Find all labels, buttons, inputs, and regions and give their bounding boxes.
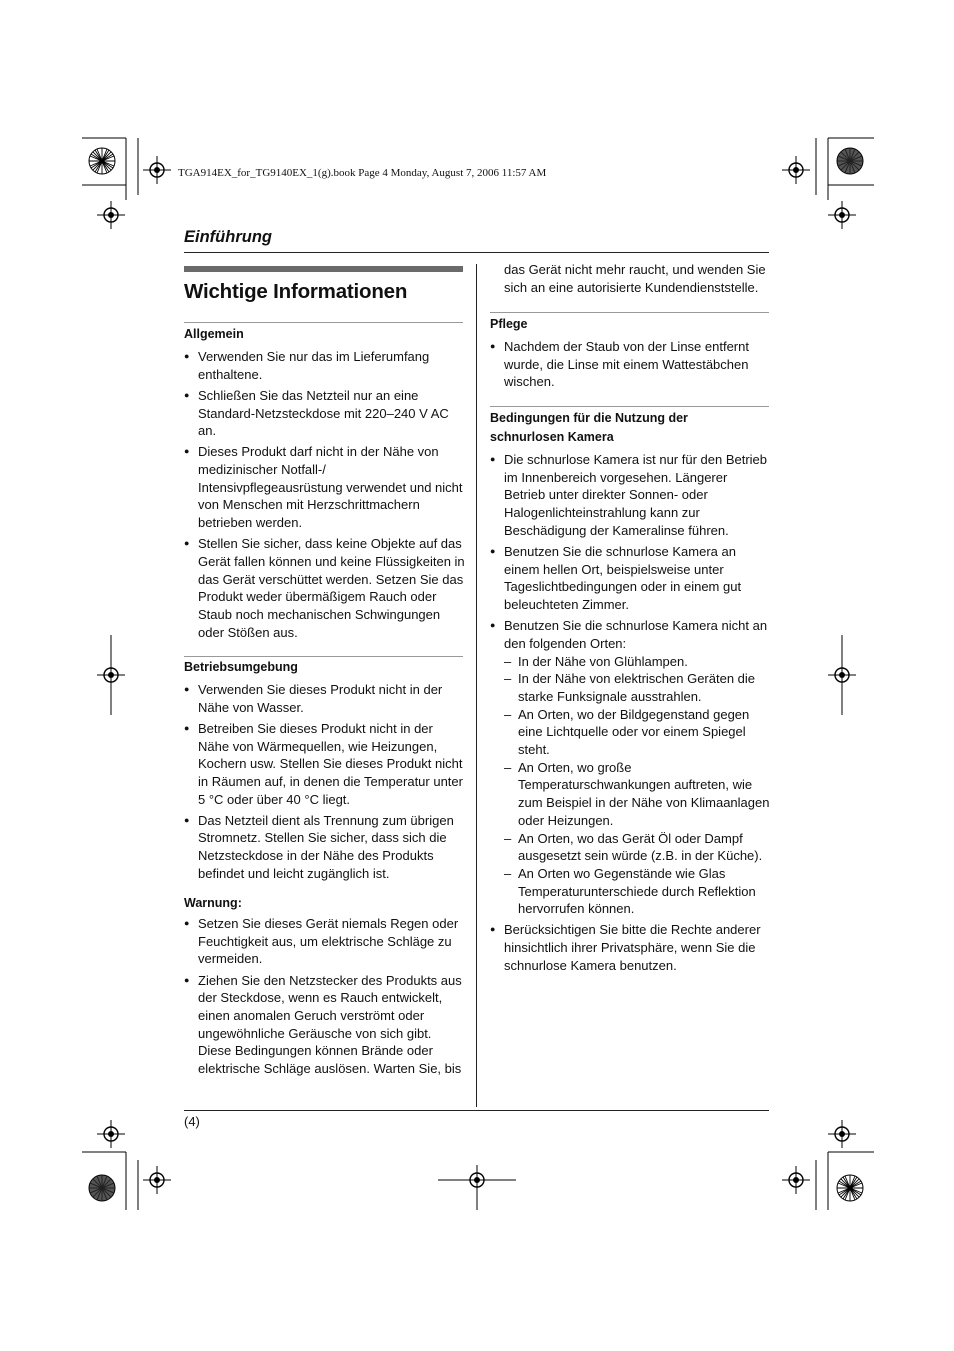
footer-rule [184,1110,769,1111]
sub-list-item: – An Orten, wo das Gerät Öl oder Dampf ausgesetzt sein würde (z.B. in der Küche). [504,830,772,865]
sub-list-item: – An Orten, wo der Bildgegenstand gegen eine Lichtquelle oder vor einem Spiegel steht. [504,706,772,759]
care-list-container [490,338,772,395]
title-bar [184,266,463,272]
header-rule [184,252,769,253]
warning-list [184,915,466,1078]
list-item: ● Betreiben Sie dieses Produkt nicht in der Nähe von Wärmequellen, wie Heizungen, Kochern usw. Stellen Sie dieses Produkt nicht in Räumen auf, in denen die Temperatur unter 5 °C oder über 40 °C liegt. [184,720,466,809]
list-item: ● Dieses Produkt darf nicht in der Nähe von medizinischer Notfall-/ Intensivpflegeausrüstung verwendet und nicht von Menschen mit Herzschrittmachern betrieben werden. [184,443,466,532]
subheading-conditions: Bedingungen für die Nutzung der schnurlosen Kamera [490,411,688,444]
sub-list [504,653,772,919]
general-list [184,348,466,641]
divider [184,322,463,323]
sub-list-item: – An Orten, wo große Temperaturschwankungen auftreten, wie zum Beispiel in der Nähe von Klimaanlagen oder Heizungen. [504,759,772,830]
subheading-general: Allgemein [184,327,244,341]
warning-list-container [184,915,466,1081]
list-item: ● Berücksichtigen Sie bitte die Rechte anderer hinsichtlich ihrer Privatsphäre, wenn Sie die schnurlose Kamera benutzen. [490,921,772,974]
list-item: ● Benutzen Sie die schnurlose Kamera an einem hellen Ort, beispielsweise unter Tageslichtbedingungen oder in einem gut beleuchteten Zimmer. [490,543,772,614]
conditions-list [490,451,772,975]
list-item: ● Die schnurlose Kamera ist nur für den Betrieb im Innenbereich vorgesehen. Längerer Betrieb unter direkter Sonnen- oder Halogenlichteinstrahlung kann zur Beschädigung der Kameralinse führen. [490,451,772,540]
list-item: ● Das Netzteil dient als Trennung zum übrigen Stromnetz. Stellen Sie sicher, dass sich die Netzsteckdose in der Nähe des Produkts befindet und leicht zugänglich ist. [184,812,466,883]
page-title: Wichtige Informationen [184,280,408,303]
list-item-text: Benutzen Sie die schnurlose Kamera nicht an den folgenden Orten: [504,618,768,651]
subheading-environment: Betriebsumgebung [184,660,298,674]
section-heading: Einführung [184,228,272,246]
list-item: ● Ziehen Sie den Netzstecker des Produkts aus der Steckdose, wenn es Rauch entwickelt, einen anomalen Geruch verströmt oder ungewöhnliche Geräusche von sich gibt. Diese Bedingungen können Brände oder elektrische Schläge auslösen. Warten Sie, bis [184,972,466,1078]
divider [184,656,463,657]
list-item: ● Verwenden Sie dieses Produkt nicht in der Nähe von Wasser. [184,681,466,716]
list-item: ● Nachdem der Staub von der Linse entfernt wurde, die Linse mit einem Wattestäbchen wischen. [490,338,772,391]
list-item: ● Stellen Sie sicher, dass keine Objekte auf das Gerät fallen können und keine Flüssigkeiten in das Gerät verschüttet werden. Setzen Sie das Produkt weder übermäßigem Rauch oder Staub noch mechanischen Schwingungen oder Stößen aus. [184,535,466,641]
environment-list-container [184,681,466,886]
divider [490,312,769,313]
general-list-container [184,348,466,645]
continuation-text: das Gerät nicht mehr raucht, und wenden Sie sich an eine autorisierte Kundendienststelle. [504,262,766,295]
list-item: ● Setzen Sie dieses Gerät niemals Regen oder Feuchtigkeit aus, um elektrische Schläge zu vermeiden. [184,915,466,968]
sub-list-item: – In der Nähe von elektrischen Geräten die starke Funksignale ausstrahlen. [504,670,772,705]
care-list [490,338,772,391]
column-divider [476,264,477,1107]
sub-list-item: – In der Nähe von Glühlampen. [504,653,772,671]
file-header: TGA914EX_for_TG9140EX_1(g).book Page 4 Monday, August 7, 2006 11:57 AM [178,167,547,179]
list-item: ● Schließen Sie das Netzteil nur an eine Standard-Netzsteckdose mit 220–240 V AC an. [184,387,466,440]
subheading-care: Pflege [490,317,528,331]
conditions-list-container [490,451,772,978]
sub-list-item: – An Orten wo Gegenstände wie Glas Temperaturunterschiede durch Reflektion hervorrufen können. [504,865,772,918]
page-number: (4) [184,1114,200,1129]
environment-list [184,681,466,883]
subheading-warning: Warnung: [184,896,242,910]
list-item [490,617,772,918]
list-item: ● Verwenden Sie nur das im Lieferumfang enthaltene. [184,348,466,383]
divider [490,406,769,407]
